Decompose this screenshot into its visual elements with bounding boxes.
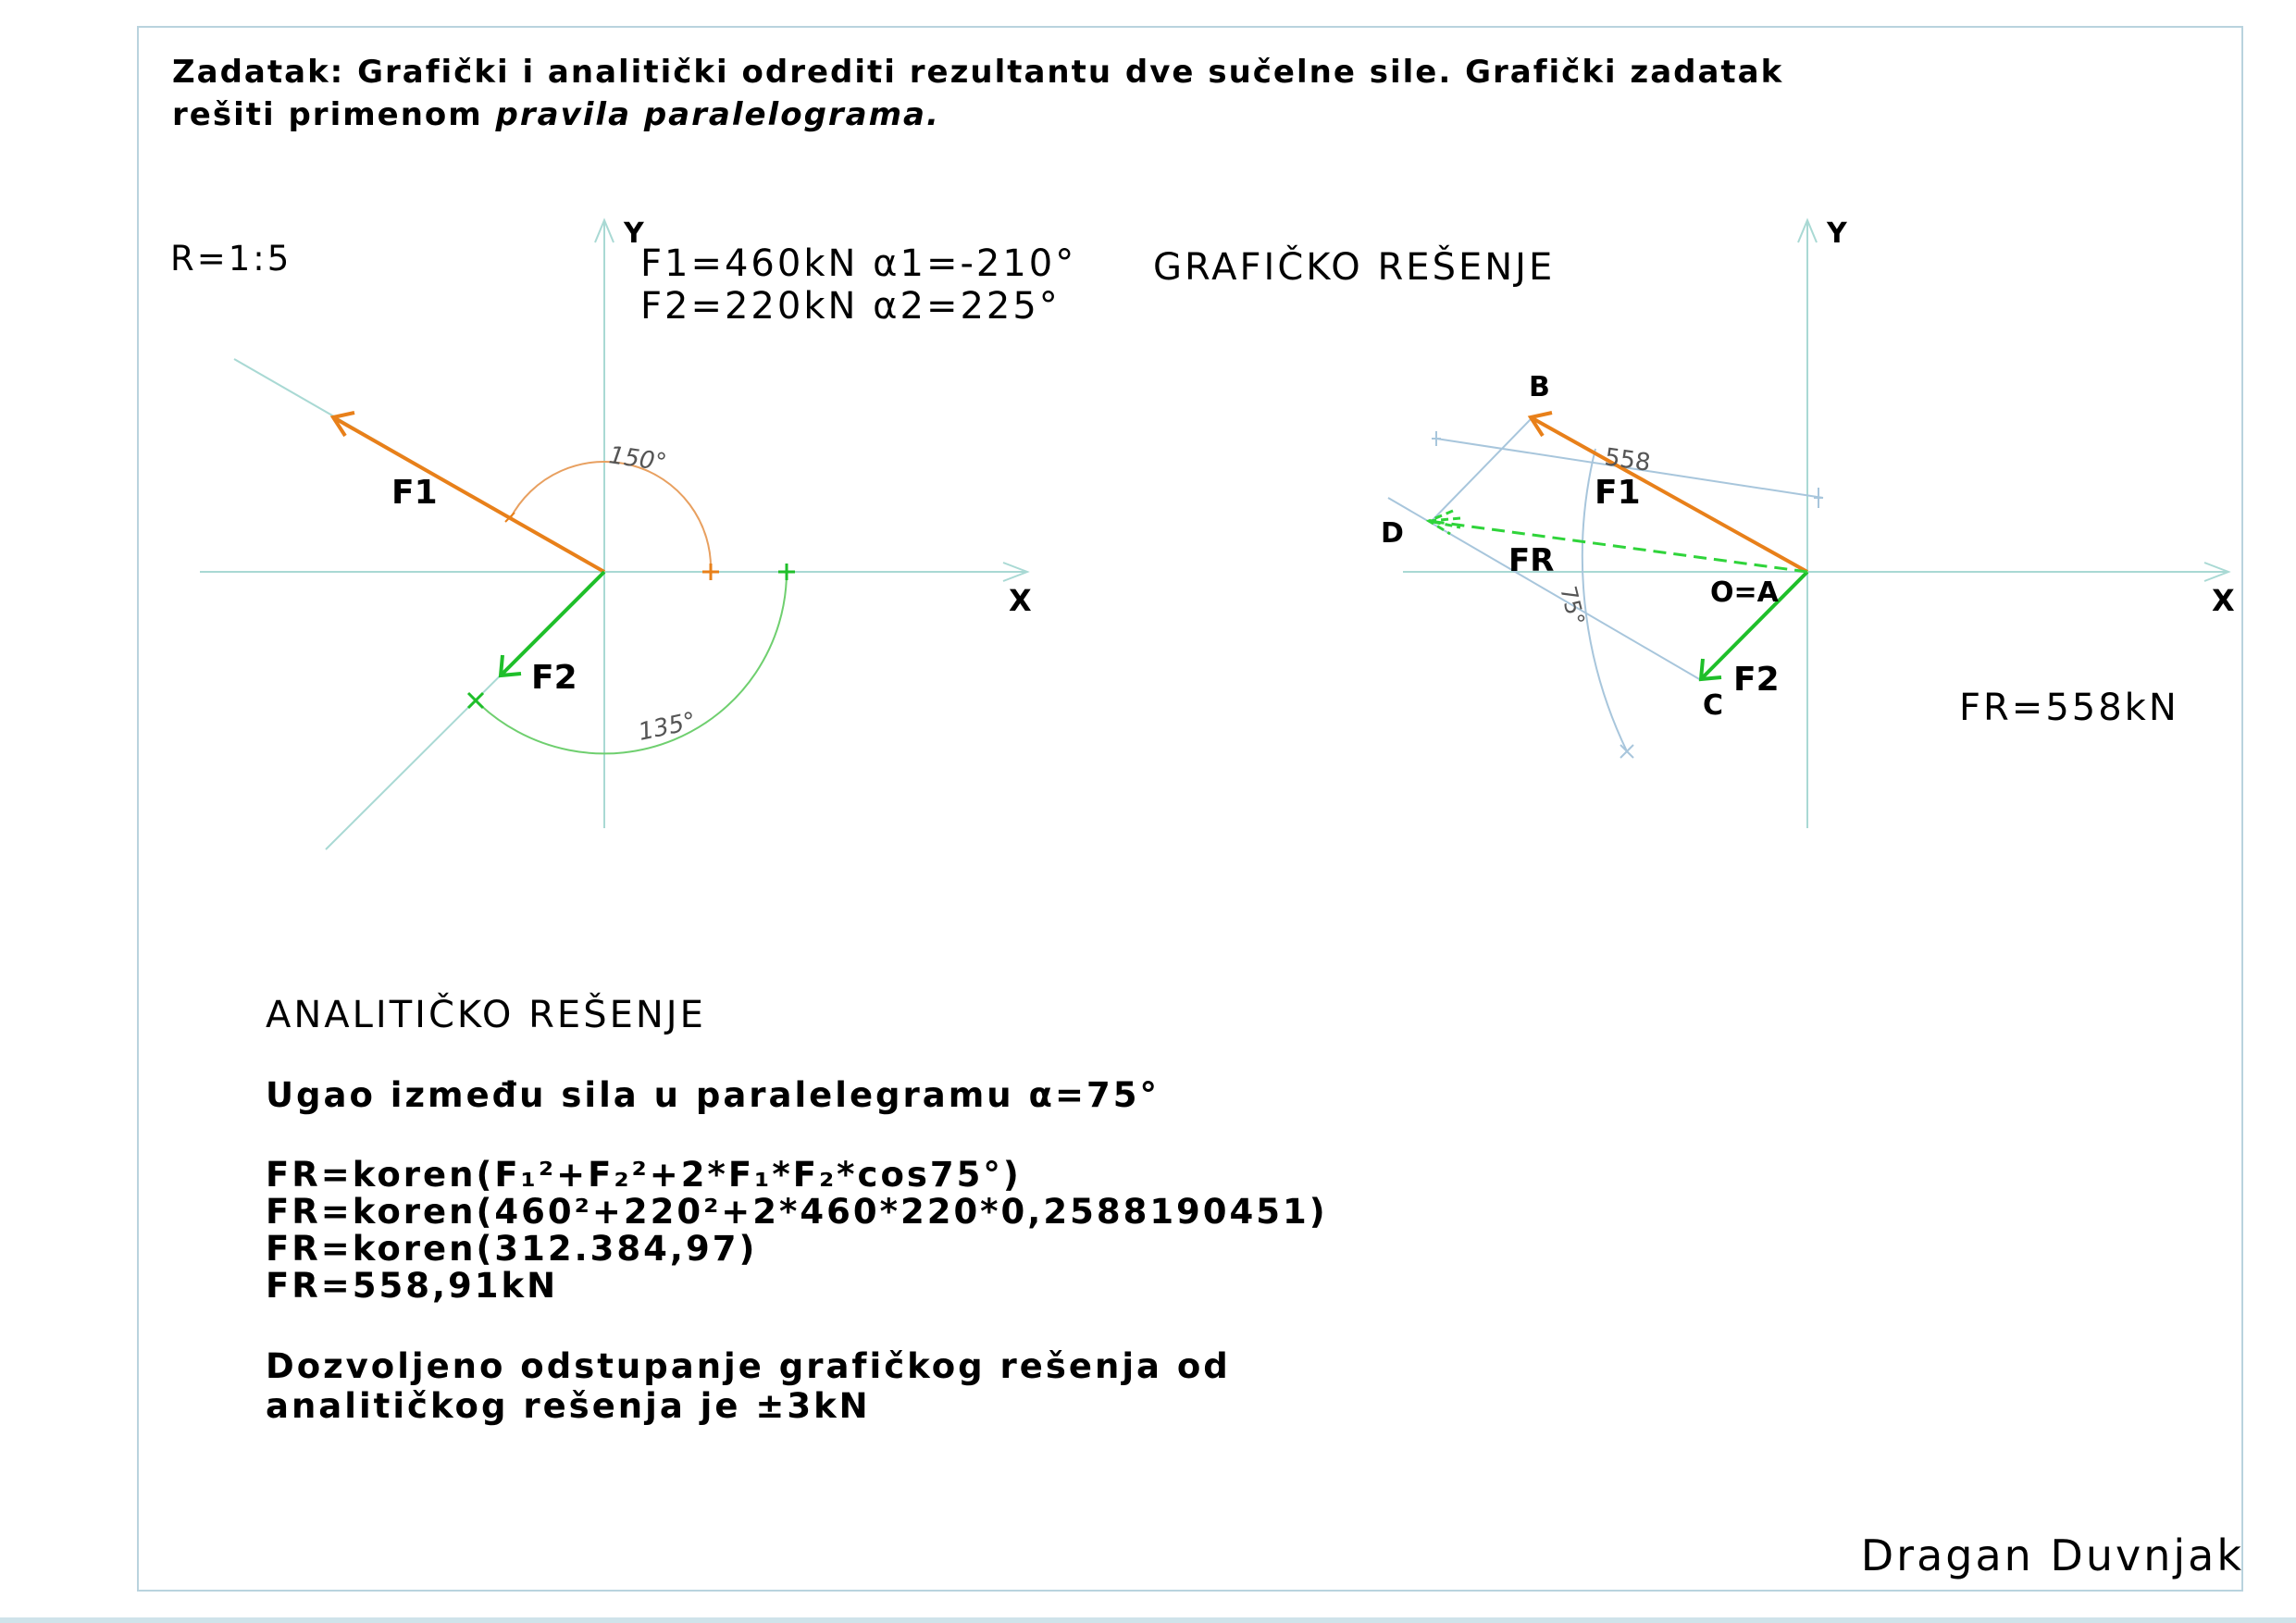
right-point-c: C	[1703, 689, 1724, 722]
right-axis-x-label: X	[2212, 583, 2235, 618]
analytic-note-1: Dozvoljeno odstupanje grafičkog rešenja od	[266, 1346, 1231, 1386]
left-f1-vector	[333, 417, 604, 572]
graphic-title: GRAFIČKO REŠENJE	[1153, 246, 1556, 289]
right-fr-arrowhead-inner-icon	[1429, 518, 1460, 527]
result-label: FR=558kN	[1959, 687, 2179, 729]
left-axis-x-label: X	[1009, 583, 1032, 618]
analytic-formula-2: FR=koren(460²+220²+2*460*220*0,2588190451)	[266, 1192, 1328, 1232]
task-line-2-prefix: rešiti primenom	[172, 96, 496, 133]
right-fr-label: FR	[1508, 542, 1555, 579]
given-f2: F2=220kN α2=225°	[640, 285, 1061, 328]
right-length-label: 558	[1603, 443, 1653, 477]
right-point-d: D	[1381, 517, 1404, 550]
right-parallel-line-bd	[1430, 418, 1532, 523]
analytic-note-2: analitičkog rešenja je ±3kN	[266, 1386, 871, 1426]
left-angle-label-150: 150°	[607, 441, 669, 477]
left-tick-green-2	[468, 693, 483, 708]
right-f1-vector	[1531, 417, 1807, 572]
right-angle-label: 75°	[1555, 583, 1590, 628]
right-fr-vector	[1429, 521, 1807, 572]
right-dimension-tick-1	[1432, 431, 1441, 446]
left-f2-label: F2	[531, 659, 577, 697]
scale-label: R=1:5	[170, 239, 292, 279]
right-f2-label: F2	[1733, 661, 1780, 699]
task-line-2-italic: pravila paralelograma.	[495, 96, 940, 133]
analytic-formula-4: FR=558,91kN	[266, 1266, 559, 1306]
analytic-formula-1: FR=koren(F₁²+F₂²+2*F₁*F₂*cos75°)	[266, 1155, 1022, 1195]
left-angle-arc-135	[476, 572, 787, 753]
right-dimension-tick-2	[1814, 488, 1823, 508]
left-angle-arc-150	[510, 462, 711, 572]
right-point-b: B	[1529, 371, 1550, 403]
author-signature: Dragan Duvnjak	[1860, 1530, 2244, 1580]
right-arc-tick	[1620, 745, 1633, 758]
right-parallel-line-dc	[1388, 498, 1701, 680]
analytic-angle-line: Ugao između sila u paralelegramu α=75°	[266, 1075, 1160, 1115]
left-angle-label-135: 135°	[636, 707, 699, 747]
left-f1-label: F1	[391, 474, 438, 512]
right-diagram	[1381, 217, 2235, 828]
left-tick-green	[778, 564, 795, 580]
left-diagram	[200, 217, 1032, 849]
left-tick-orange	[702, 564, 719, 580]
right-origin-label: O=A	[1710, 576, 1779, 609]
right-axis-y-label: Y	[1827, 217, 1847, 250]
right-f1-label: F1	[1595, 474, 1641, 512]
analytic-formula-3: FR=koren(312.384,97)	[266, 1229, 758, 1269]
analytic-title: ANALITIČKO REŠENJE	[266, 994, 706, 1036]
left-axis-y-label: Y	[624, 217, 644, 250]
task-line-1: Zadatak: Grafički i analitički odrediti rezultantu dve sučelne sile. Grafički zadatak	[172, 54, 1784, 91]
given-f1: F1=460kN α1=-210°	[640, 242, 1077, 285]
